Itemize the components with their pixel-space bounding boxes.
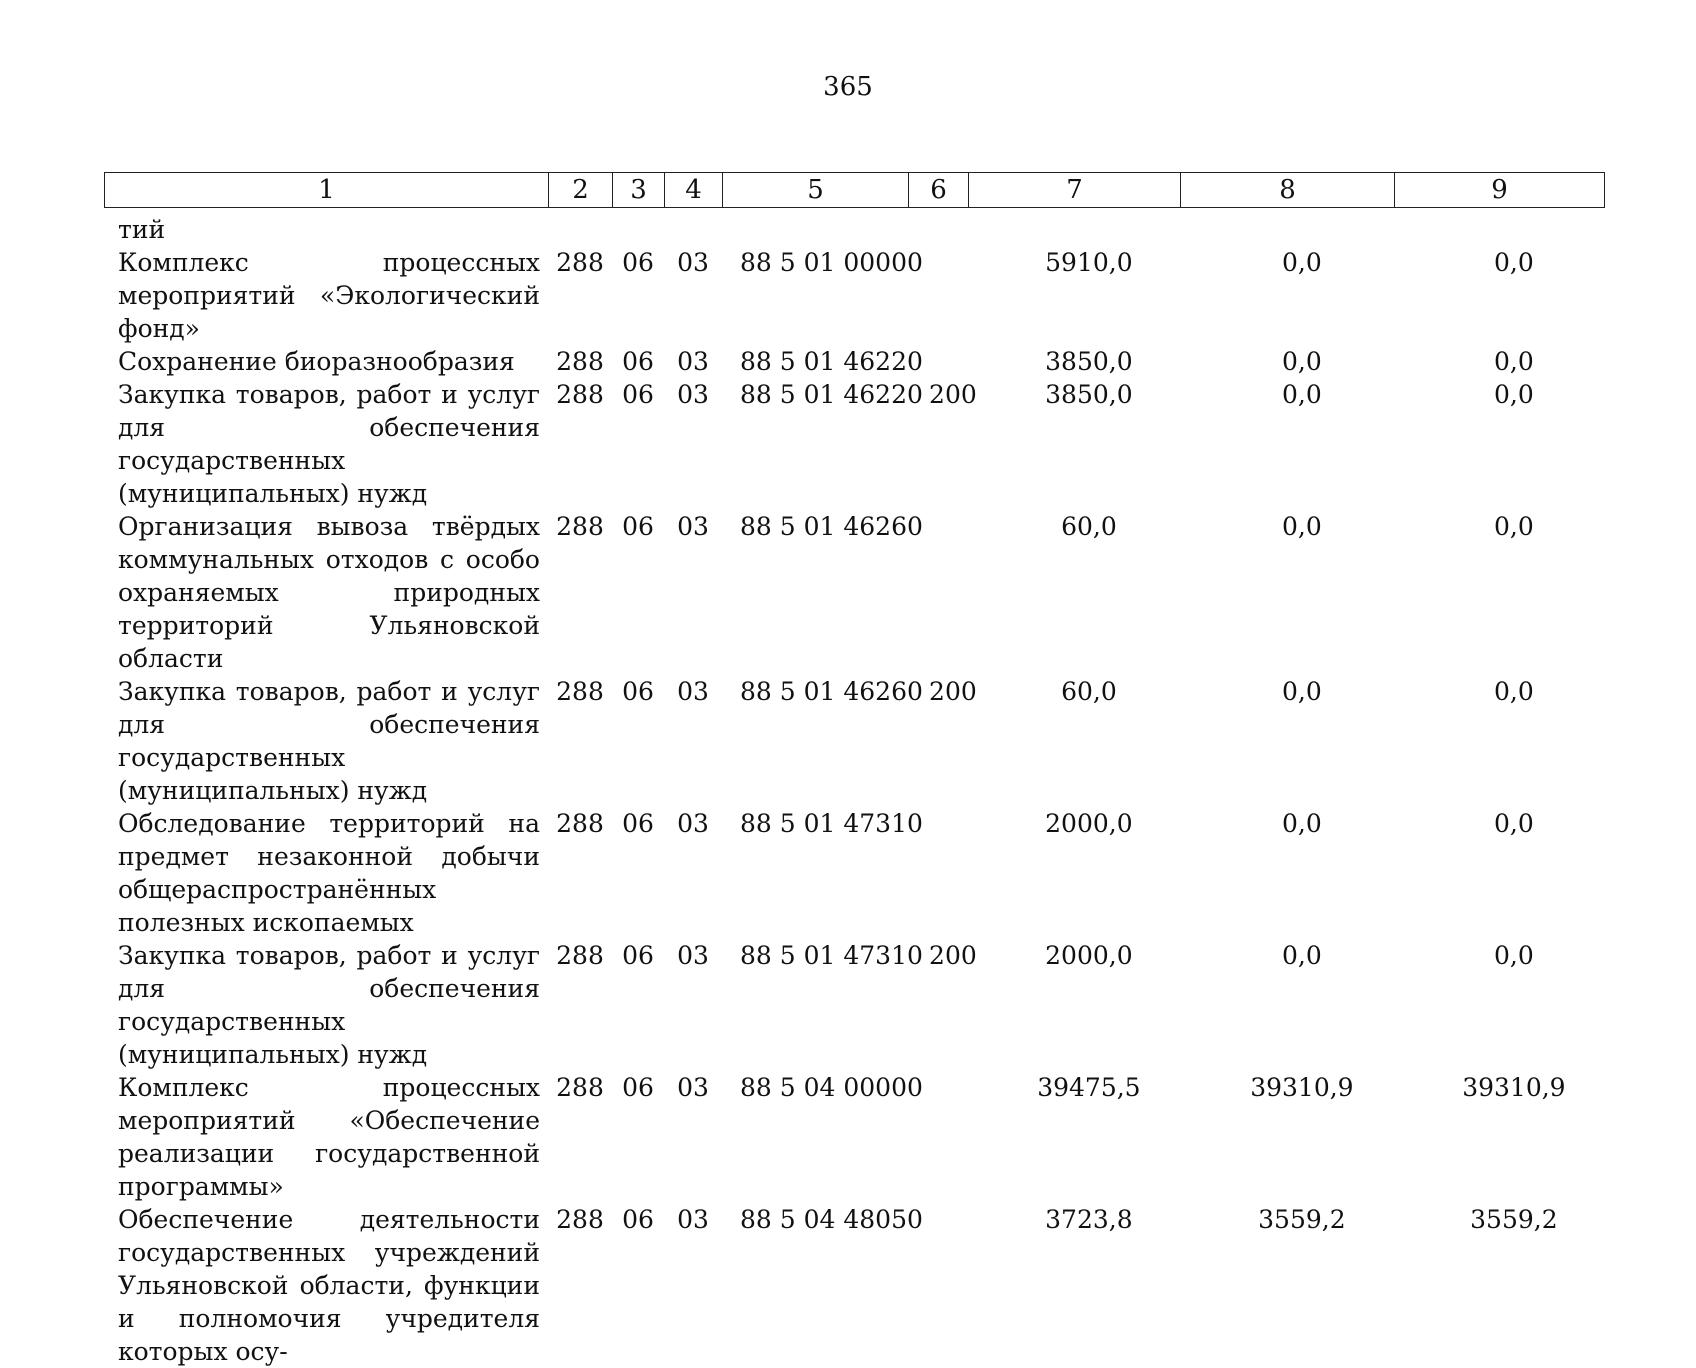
col-3-value: 06 <box>622 809 654 838</box>
col-3-value: 06 <box>622 380 654 409</box>
amount-col-7: 5910,0 <box>1045 248 1133 277</box>
amount-col-7: 3850,0 <box>1045 380 1133 409</box>
expense-type: 200 <box>929 941 977 970</box>
expense-type <box>923 1203 983 1368</box>
target-code: 88 5 01 46260 <box>740 512 923 541</box>
col-4-value: 03 <box>677 380 709 409</box>
col-4-value: 03 <box>677 248 709 277</box>
amount-col-9: 39310,9 <box>1462 1073 1566 1102</box>
amount-col-7 <box>983 213 1195 246</box>
table-row <box>104 246 1619 345</box>
amount-col-8: 3559,2 <box>1258 1205 1346 1234</box>
amount-col-8: 0,0 <box>1282 248 1322 277</box>
target-code: 88 5 04 48050 <box>740 1205 923 1234</box>
target-code: 88 5 01 46260 <box>740 677 923 706</box>
column-header: 2 <box>549 173 613 208</box>
expense-type <box>923 246 983 345</box>
amount-col-9 <box>1409 213 1619 246</box>
col-4-value: 03 <box>677 941 709 970</box>
col-4-value: 03 <box>677 809 709 838</box>
row-name: Комплекс процессных мероприятий «Обеспечение реализации государственной программы» <box>118 1073 540 1201</box>
row-name: Закупка товаров, работ и услуг для обеспечения государственных (муниципальных) нужд <box>118 677 540 805</box>
col-2-value: 288 <box>556 809 604 838</box>
col-3-value: 06 <box>622 1073 654 1102</box>
amount-col-9: 0,0 <box>1494 380 1534 409</box>
col-2-value <box>548 213 612 246</box>
amount-col-8: 0,0 <box>1282 512 1322 541</box>
amount-col-8: 0,0 <box>1282 677 1322 706</box>
target-code: 88 5 01 47310 <box>740 809 923 838</box>
column-header-table <box>104 172 1605 208</box>
expense-type: 200 <box>929 380 977 409</box>
col-4-value: 03 <box>677 347 709 376</box>
amount-col-8: 0,0 <box>1282 380 1322 409</box>
amount-col-8 <box>1195 213 1409 246</box>
amount-col-9: 0,0 <box>1494 347 1534 376</box>
row-name: Сохранение биоразнообразия <box>118 347 515 376</box>
table-row <box>104 345 1619 378</box>
row-name: тий <box>118 215 166 244</box>
table-row <box>104 378 1619 510</box>
target-code: 88 5 01 00000 <box>740 248 923 277</box>
col-3-value <box>612 213 664 246</box>
amount-col-7: 3723,8 <box>1045 1205 1133 1234</box>
col-2-value: 288 <box>556 380 604 409</box>
amount-col-9: 0,0 <box>1494 248 1534 277</box>
amount-col-7: 60,0 <box>1061 677 1117 706</box>
column-header: 8 <box>1181 173 1395 208</box>
amount-col-8: 39310,9 <box>1250 1073 1354 1102</box>
row-name: Закупка товаров, работ и услуг для обеспечения государственных (муниципальных) нужд <box>118 941 540 1069</box>
amount-col-7: 2000,0 <box>1045 941 1133 970</box>
target-code: 88 5 01 46220 <box>740 347 923 376</box>
col-4-value: 03 <box>677 1205 709 1234</box>
col-2-value: 288 <box>556 677 604 706</box>
table-body <box>104 213 1619 1368</box>
col-2-value: 288 <box>556 248 604 277</box>
target-code <box>722 213 923 246</box>
target-code: 88 5 04 00000 <box>740 1073 923 1102</box>
column-header: 7 <box>969 173 1181 208</box>
amount-col-8: 0,0 <box>1282 809 1322 838</box>
row-name: Закупка товаров, работ и услуг для обеспечения государственных (муниципальных) нужд <box>118 380 540 508</box>
amount-col-7: 2000,0 <box>1045 809 1133 838</box>
col-4-value: 03 <box>677 677 709 706</box>
col-2-value: 288 <box>556 941 604 970</box>
amount-col-7: 3850,0 <box>1045 347 1133 376</box>
amount-col-9: 0,0 <box>1494 809 1534 838</box>
column-header: 6 <box>909 173 969 208</box>
col-2-value: 288 <box>556 347 604 376</box>
col-3-value: 06 <box>622 512 654 541</box>
table-row <box>104 213 1619 246</box>
target-code: 88 5 01 47310 <box>740 941 923 970</box>
col-4-value <box>664 213 722 246</box>
budget-table <box>104 213 1619 1368</box>
expense-type <box>923 345 983 378</box>
table-row <box>104 807 1619 939</box>
page-number: 365 <box>823 72 873 102</box>
column-header-row <box>105 173 1605 208</box>
table-row <box>104 939 1619 1071</box>
amount-col-7: 60,0 <box>1061 512 1117 541</box>
amount-col-8: 0,0 <box>1282 347 1322 376</box>
col-2-value: 288 <box>556 1205 604 1234</box>
column-header: 9 <box>1395 173 1605 208</box>
target-code: 88 5 01 46220 <box>740 380 923 409</box>
column-header: 4 <box>665 173 723 208</box>
col-2-value: 288 <box>556 512 604 541</box>
column-header: 1 <box>105 173 549 208</box>
column-header: 5 <box>723 173 909 208</box>
amount-col-8: 0,0 <box>1282 941 1322 970</box>
expense-type <box>923 1071 983 1203</box>
table-row <box>104 1071 1619 1203</box>
col-3-value: 06 <box>622 941 654 970</box>
row-name: Обеспечение деятельности государственных учреждений Ульяновской области, функции и полномочия учредителя которых осу- <box>118 1205 540 1366</box>
col-3-value: 06 <box>622 347 654 376</box>
amount-col-9: 0,0 <box>1494 512 1534 541</box>
amount-col-9: 0,0 <box>1494 677 1534 706</box>
column-header: 3 <box>613 173 665 208</box>
amount-col-7: 39475,5 <box>1037 1073 1141 1102</box>
row-name: Обследование территорий на предмет незаконной добычи общераспространённых полезных ископаемых <box>118 809 540 937</box>
table-row <box>104 510 1619 675</box>
expense-type <box>923 213 983 246</box>
amount-col-9: 3559,2 <box>1470 1205 1558 1234</box>
table-row <box>104 1203 1619 1368</box>
expense-type: 200 <box>929 677 977 706</box>
amount-col-9: 0,0 <box>1494 941 1534 970</box>
row-name: Комплекс процессных мероприятий «Экологический фонд» <box>118 248 540 343</box>
table-row <box>104 675 1619 807</box>
col-3-value: 06 <box>622 248 654 277</box>
expense-type <box>923 510 983 675</box>
col-4-value: 03 <box>677 1073 709 1102</box>
col-2-value: 288 <box>556 1073 604 1102</box>
expense-type <box>923 807 983 939</box>
col-3-value: 06 <box>622 1205 654 1234</box>
col-3-value: 06 <box>622 677 654 706</box>
col-4-value: 03 <box>677 512 709 541</box>
row-name: Организация вывоза твёрдых коммунальных отходов с особо охраняемых природных территорий Ульяновской области <box>118 512 540 673</box>
